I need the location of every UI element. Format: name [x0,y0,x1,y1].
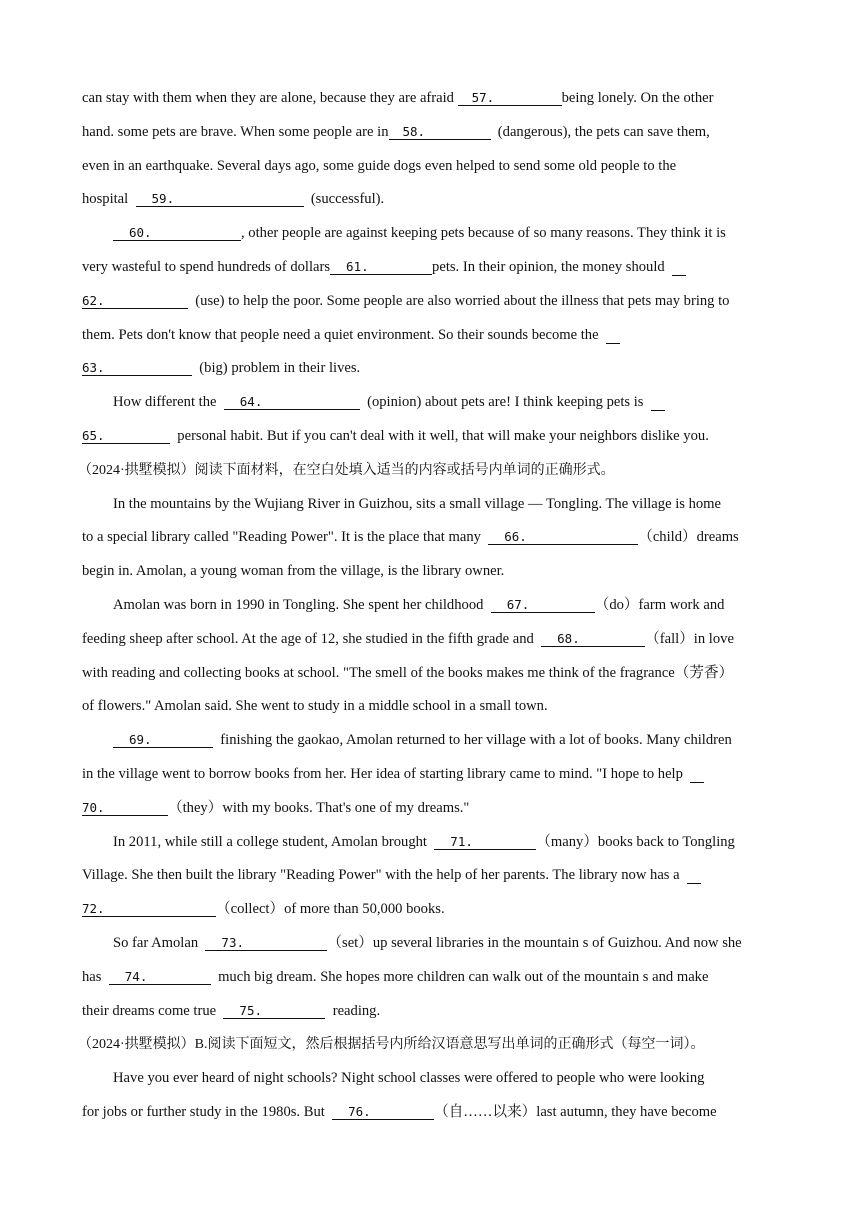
answer-blank[interactable] [690,766,704,783]
text-line [82,758,780,792]
answer-blank[interactable] [109,968,211,985]
text-line [82,961,780,995]
answer-blank[interactable] [136,190,304,207]
answer-blank[interactable] [541,630,645,647]
text-run: with reading and collecting books at school. "The smell of the books makes me think of the fragrance（芳香） [82,664,734,681]
text-run: （2024·拱墅模拟）阅读下面材料，在空白处填入适当的内容或括号内单词的正确形式。 [78,462,615,478]
answer-blank[interactable] [82,292,188,309]
text-line [82,555,780,589]
text-run: (big) problem in their lives. [192,360,361,377]
blank-number: 59. [151,191,175,207]
text-line [82,690,780,724]
answer-blank[interactable] [458,89,562,106]
text-line [82,893,780,927]
text-line [82,82,780,116]
text-line [82,1096,780,1130]
text-run: （they）with my books. That's one of my dreams." [168,799,470,816]
answer-blank[interactable] [330,258,432,275]
text-run: of flowers." Amolan said. She went to study in a middle school in a small town. [82,698,548,715]
answer-blank[interactable] [672,259,686,276]
text-line [82,826,780,860]
text-run: has [82,968,109,985]
section-heading [78,1028,780,1062]
text-line [82,386,780,420]
answer-blank[interactable] [488,528,638,545]
text-line [82,488,780,522]
blank-number: 64. [239,394,263,410]
text-line [82,217,780,251]
text-run: in the village went to borrow books from her. Her idea of starting library came to mind. "I hope to help [82,765,691,782]
text-run: their dreams come true [82,1002,224,1019]
blank-number: 68. [557,630,580,646]
text-line [82,589,780,623]
text-run: （child）dreams [638,529,739,546]
text-line [82,623,780,657]
text-run: feeding sheep after school. At the age of 12, she studied in the fifth grade and [82,630,542,647]
answer-blank[interactable] [389,123,491,140]
blank-number: 71. [450,833,473,849]
answer-blank[interactable] [332,1103,434,1120]
text-run: （many）books back to Tongling [536,833,735,850]
blank-number: 72. [82,901,105,917]
text-run: (use) to help the poor. Some people are also worried about the illness that pets may bring to [188,292,730,309]
document-page [78,82,780,1130]
text-run: In 2011, while still a college student, Amolan brought [113,833,435,850]
blank-number: 61. [346,258,369,274]
text-line [82,1062,780,1096]
text-run: So far Amolan [113,934,206,951]
text-line [82,927,780,961]
text-line [82,521,780,555]
blank-number: 58. [402,123,426,139]
text-line [82,995,780,1029]
text-line [82,792,780,826]
text-run: begin in. Amolan, a young woman from the village, is the library owner. [82,563,505,580]
text-run: （collect）of more than 50,000 books. [216,901,445,918]
text-run: much big dream. She hopes more children can walk out of the mountain s and make [210,968,709,985]
text-run: Amolan was born in 1990 in Tongling. She spent her childhood [113,596,491,613]
blank-number: 74. [124,968,148,984]
text-run: (dangerous), the pets can save them, [490,123,710,140]
text-line [82,420,780,454]
blank-number: 73. [221,934,244,950]
text-run: （do）farm work and [594,596,725,613]
blank-number: 70. [82,799,105,815]
text-run: (opinion) about pets are! I think keeping pets is [359,394,651,411]
answer-blank[interactable] [491,596,595,613]
text-run: finishing the gaokao, Amolan returned to her village with a lot of books. Many children [213,732,732,749]
answer-blank[interactable] [651,394,665,411]
text-run: （set）up several libraries in the mountain s of Guizhou. And now she [327,934,742,951]
text-run: for jobs or further study in the 1980s. But [82,1103,333,1120]
text-line [82,251,780,285]
text-run: reading. [325,1002,381,1019]
blank-number: 65. [82,427,105,443]
answer-blank[interactable] [224,393,360,410]
answer-blank[interactable] [82,799,168,816]
text-line [82,724,780,758]
answer-blank[interactable] [606,327,620,344]
text-run: （fall）in love [645,630,734,647]
text-run: to a special library called "Reading Power". It is the place that many [82,529,489,546]
blank-number: 57. [471,90,495,105]
blank-number: 63. [82,360,105,376]
text-run: （自……以来）last autumn, they have become [434,1103,717,1120]
blank-number: 76. [348,1103,371,1119]
text-run: Village. She then built the library "Reading Power" with the help of her parents. The library now has a [82,867,687,884]
text-run: hospital [82,191,136,208]
text-line [82,657,780,691]
text-run: In the mountains by the Wujiang River in Guizhou, sits a small village — Tongling. The village is home [113,495,722,512]
text-run: How different the [113,394,224,411]
blank-number: 60. [129,225,152,241]
text-line [82,285,780,319]
text-run: hand. some pets are brave. When some people are in [82,123,389,140]
text-run: personal habit. But if you can't deal with it well, that will make your neighbors dislike you. [170,427,709,444]
blank-number: 62. [82,292,105,308]
text-run: (successful). [303,191,385,208]
text-run: can stay with them when they are alone, because they are afraid [82,90,458,106]
blank-number: 66. [504,529,527,545]
answer-blank[interactable] [82,900,216,917]
blank-number: 69. [129,732,152,748]
text-line [82,319,780,353]
text-run: them. Pets don't know that people need a quiet environment. So their sounds become the [82,326,606,343]
answer-blank[interactable] [82,427,170,444]
text-run: very wasteful to spend hundreds of dollars [82,258,331,275]
answer-blank[interactable] [113,224,241,241]
answer-blank[interactable] [113,731,213,748]
blank-number: 67. [506,596,530,612]
answer-blank[interactable] [205,934,327,951]
text-line [82,183,780,217]
text-line [82,859,780,893]
text-line [82,150,780,184]
text-line [82,352,780,386]
text-line [82,116,780,150]
text-run: pets. In their opinion, the money should [432,258,673,275]
section-heading [78,454,780,488]
text-run: Have you ever heard of night schools? Night school classes were offered to people who were looking [113,1070,705,1087]
answer-blank[interactable] [223,1002,325,1019]
blank-number: 75. [239,1002,262,1018]
text-run: being lonely. On the other [561,90,714,106]
answer-blank[interactable] [687,867,701,884]
answer-blank[interactable] [434,833,536,850]
text-run: , other people are against keeping pets because of so many reasons. They think it is [241,225,726,242]
text-run: （2024·拱墅模拟）B.阅读下面短文，然后根据括号内所给汉语意思写出单词的正确形式（每空一词）。 [78,1037,705,1053]
text-run: even in an earthquake. Several days ago, some guide dogs even helped to send some old people to the [82,157,677,174]
answer-blank[interactable] [82,359,192,376]
